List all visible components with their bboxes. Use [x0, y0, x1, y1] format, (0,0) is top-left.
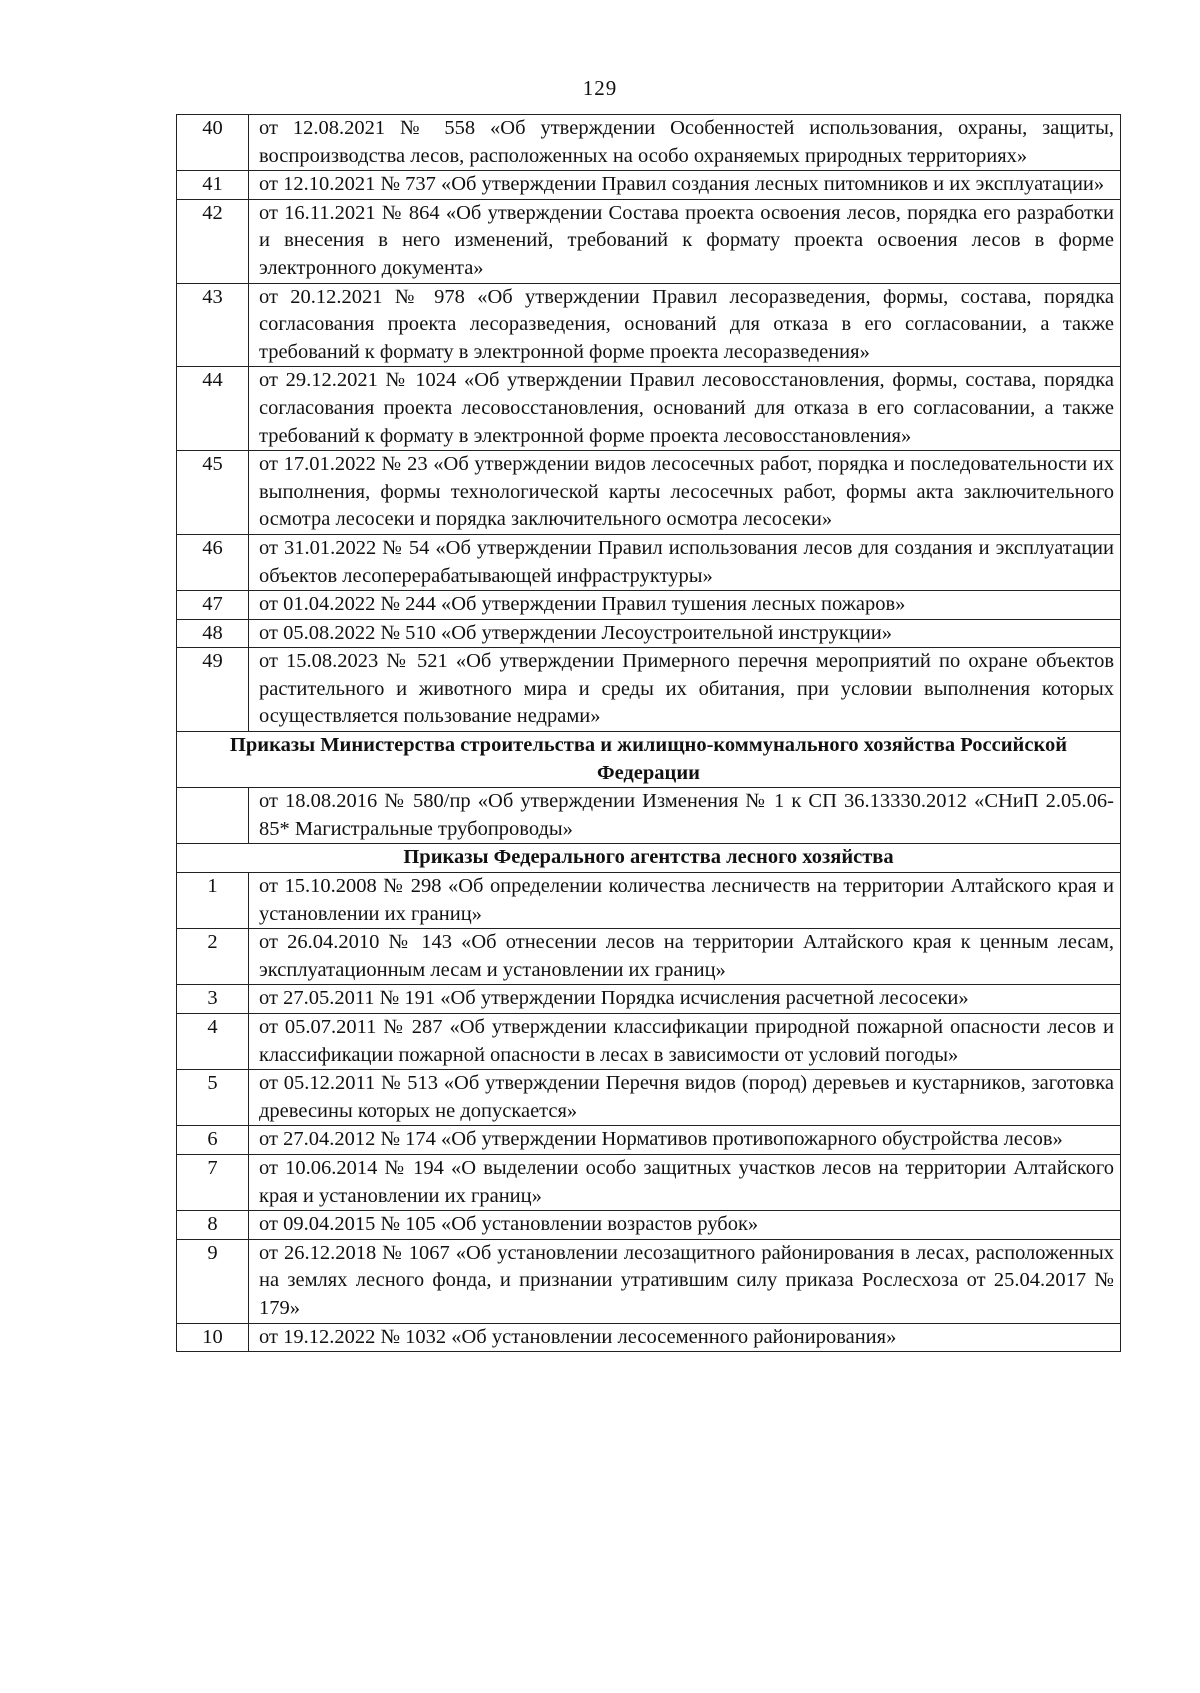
table-row: [177, 1239, 1121, 1323]
row-text: от 29.12.2021 № 1024 «Об утверждении Правил лесовосстановления, формы, состава, порядка согласования проекта лесовосстановления, оснований для отказа в его согласовании, а также требований к формату в электронной форме проекта лесовосстановления»: [249, 367, 1121, 451]
section-heading-rosleshoz: Приказы Федерального агентства лесного хозяйства: [177, 844, 1121, 873]
table-row: [177, 591, 1121, 620]
table-row: [177, 1323, 1121, 1352]
row-text: от 09.04.2015 № 105 «Об установлении возрастов рубок»: [249, 1211, 1121, 1240]
table-row: [177, 619, 1121, 648]
table-row: [177, 1126, 1121, 1155]
row-number: 7: [177, 1154, 249, 1210]
orders-table: [176, 114, 1121, 1352]
table-row: [177, 1014, 1121, 1070]
row-number: 4: [177, 1014, 249, 1070]
row-number: 1: [177, 873, 249, 929]
table-row: [177, 1070, 1121, 1126]
section-heading-row: [177, 732, 1121, 788]
row-text: от 15.08.2023 № 521 «Об утверждении Примерного перечня мероприятий по охране объектов растительного и животного мира и среды их обитания, при условии выполнения которых осуществляется пользование недрами»: [249, 648, 1121, 732]
table-row: [177, 171, 1121, 200]
table-row: [177, 1211, 1121, 1240]
row-number: 2: [177, 929, 249, 985]
table-row: [177, 648, 1121, 732]
row-number: 5: [177, 1070, 249, 1126]
row-text: от 12.10.2021 № 737 «Об утверждении Правил создания лесных питомников и их эксплуатации»: [249, 171, 1121, 200]
table-row: [177, 985, 1121, 1014]
row-number: 43: [177, 283, 249, 367]
row-number: 49: [177, 648, 249, 732]
row-text: от 17.01.2022 № 23 «Об утверждении видов лесосечных работ, порядка и последовательности их выполнения, формы технологической карты лесосечных работ, формы акта заключительного осмотра лесосеки и порядка заключительного осмотра лесосеки»: [249, 451, 1121, 535]
table-row: [177, 115, 1121, 171]
table-row: [177, 929, 1121, 985]
row-number: 40: [177, 115, 249, 171]
table-row: [177, 283, 1121, 367]
row-text: от 27.04.2012 № 174 «Об утверждении Нормативов противопожарного обустройства лесов»: [249, 1126, 1121, 1155]
row-number: 45: [177, 451, 249, 535]
row-number: 46: [177, 534, 249, 590]
table-row: [177, 1154, 1121, 1210]
section-heading-minstroy: Приказы Министерства строительства и жилищно-коммунального хозяйства Российской Федерации: [177, 732, 1121, 788]
row-number: 6: [177, 1126, 249, 1155]
table-row: [177, 451, 1121, 535]
table-row: [177, 788, 1121, 844]
row-text: от 01.04.2022 № 244 «Об утверждении Правил тушения лесных пожаров»: [249, 591, 1121, 620]
row-text: от 10.06.2014 № 194 «О выделении особо защитных участков лесов на территории Алтайского края и установлении их границ»: [249, 1154, 1121, 1210]
table-row: [177, 873, 1121, 929]
row-text: от 26.12.2018 № 1067 «Об установлении лесозащитного районирования в лесах, расположенных на землях лесного фонда, и признании утратившим силу приказа Рослесхоза от 25.04.2017 № 179»: [249, 1239, 1121, 1323]
row-text: от 19.12.2022 № 1032 «Об установлении лесосеменного районирования»: [249, 1323, 1121, 1352]
row-number: [177, 788, 249, 844]
row-text: от 20.12.2021 № 978 «Об утверждении Правил лесоразведения, формы, состава, порядка согласования проекта лесоразведения, оснований для отказа в его согласовании, а также требований к формату в электронной форме проекта лесоразведения»: [249, 283, 1121, 367]
row-number: 44: [177, 367, 249, 451]
row-number: 8: [177, 1211, 249, 1240]
row-text: от 18.08.2016 № 580/пр «Об утверждении Изменения № 1 к СП 36.13330.2012 «СНиП 2.05.06-85* Магистральные трубопроводы»: [249, 788, 1121, 844]
row-number: 41: [177, 171, 249, 200]
row-text: от 05.08.2022 № 510 «Об утверждении Лесоустроительной инструкции»: [249, 619, 1121, 648]
row-text: от 15.10.2008 № 298 «Об определении количества лесничеств на территории Алтайского края и установлении их границ»: [249, 873, 1121, 929]
section-heading-row: [177, 844, 1121, 873]
row-number: 9: [177, 1239, 249, 1323]
page-number: 129: [582, 76, 618, 100]
table-row: [177, 367, 1121, 451]
table-row: [177, 534, 1121, 590]
row-number: 10: [177, 1323, 249, 1352]
row-text: от 16.11.2021 № 864 «Об утверждении Состава проекта освоения лесов, порядка его разработки и внесения в него изменений, требований к формату проекта освоения лесов в форме электронного документа»: [249, 199, 1121, 283]
row-number: 42: [177, 199, 249, 283]
row-text: от 12.08.2021 № 558 «Об утверждении Особенностей использования, охраны, защиты, воспроизводства лесов, расположенных на особо охраняемых природных территориях»: [249, 115, 1121, 171]
row-text: от 26.04.2010 № 143 «Об отнесении лесов на территории Алтайского края к ценным лесам, эксплуатационным лесам и установлении их границ»: [249, 929, 1121, 985]
row-text: от 05.12.2011 № 513 «Об утверждении Перечня видов (пород) деревьев и кустарников, заготовка древесины которых не допускается»: [249, 1070, 1121, 1126]
row-number: 3: [177, 985, 249, 1014]
row-text: от 31.01.2022 № 54 «Об утверждении Правил использования лесов для создания и эксплуатации объектов лесоперерабатывающей инфраструктуры»: [249, 534, 1121, 590]
row-text: от 05.07.2011 № 287 «Об утверждении классификации природной пожарной опасности лесов и классификации пожарной опасности в лесах в зависимости от условий погоды»: [249, 1014, 1121, 1070]
row-number: 48: [177, 619, 249, 648]
table-row: [177, 199, 1121, 283]
row-number: 47: [177, 591, 249, 620]
row-text: от 27.05.2011 № 191 «Об утверждении Порядка исчисления расчетной лесосеки»: [249, 985, 1121, 1014]
